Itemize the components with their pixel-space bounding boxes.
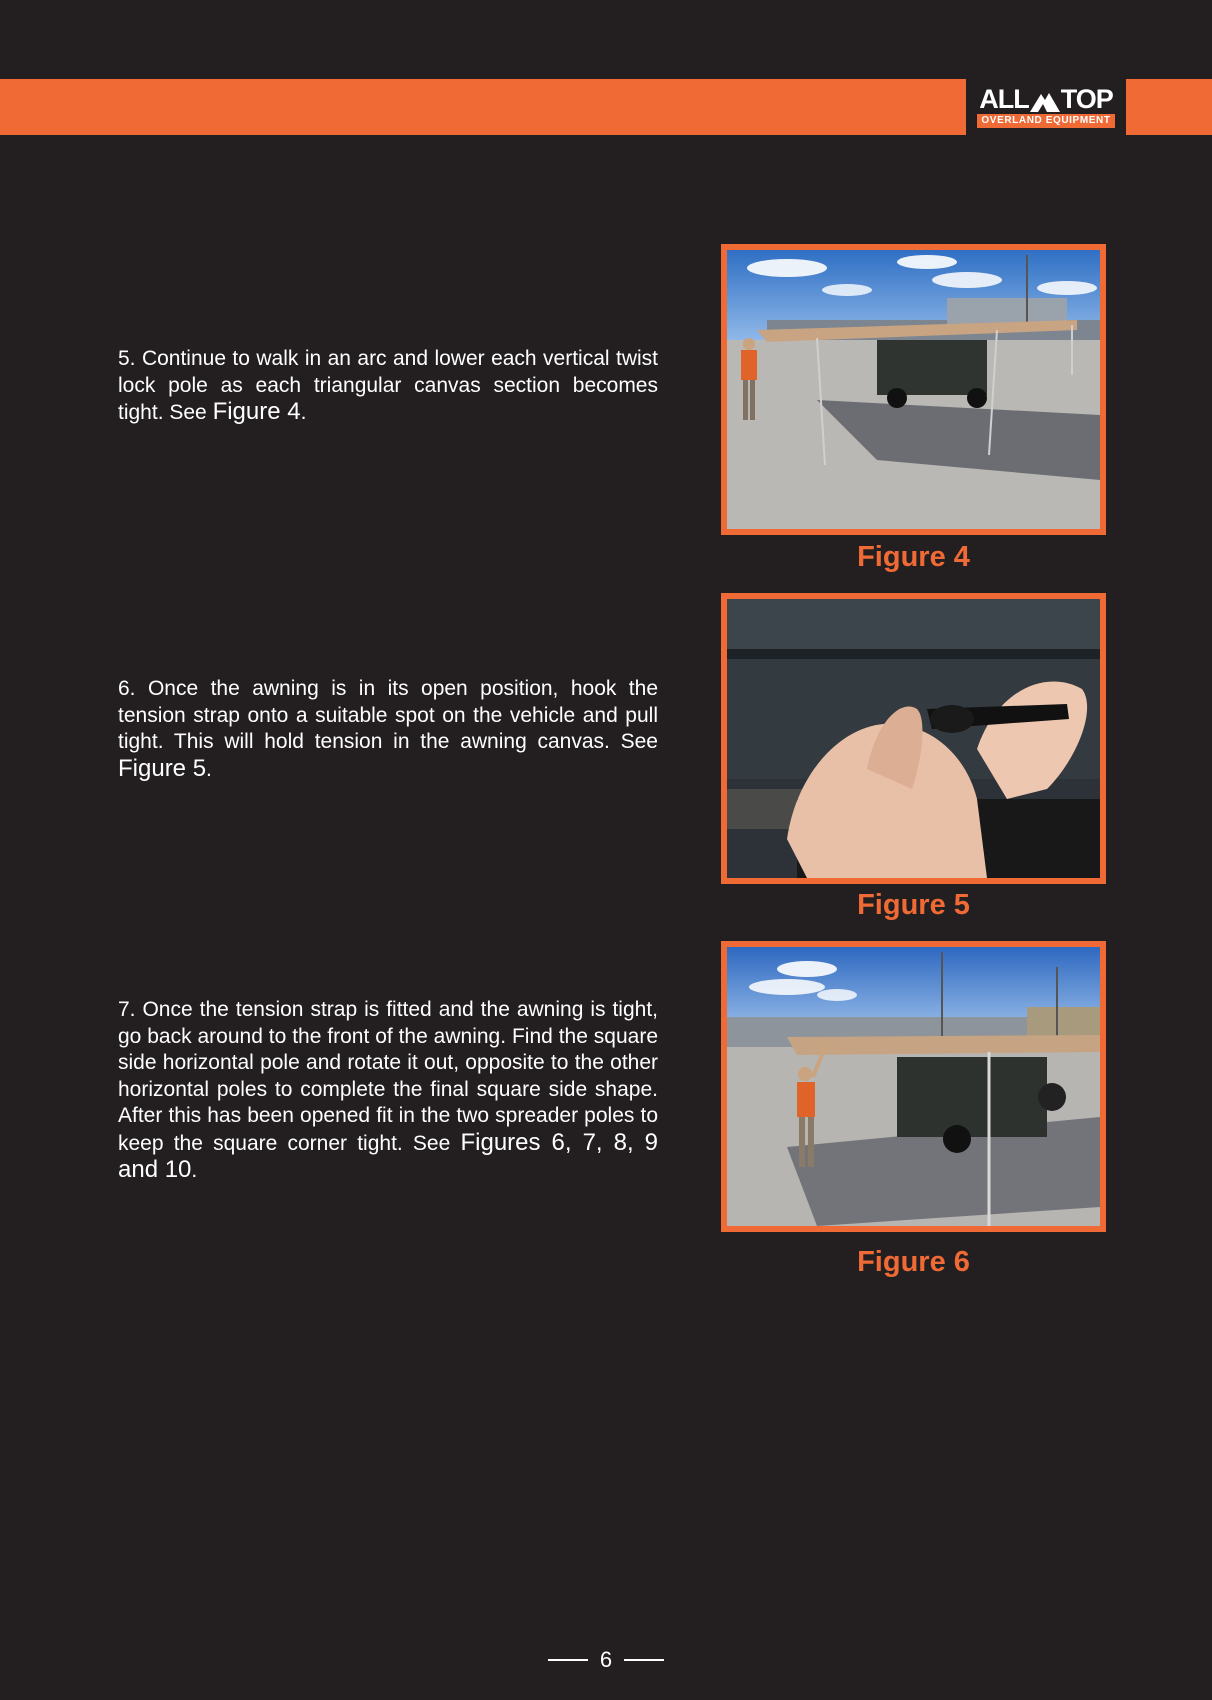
figure-5-caption: Figure 5 [857, 889, 970, 921]
brand-logo [966, 79, 1126, 135]
logo-wordmark [979, 86, 1113, 112]
logo-text-left: ALL [979, 84, 1029, 114]
figure-4-caption: Figure 4 [857, 541, 970, 573]
figure-reference: Figure 4 [212, 398, 301, 425]
step-7-text: 7. Once the tension strap is fitted and the awning is tight, go back around to the front of the awning. Find the square side horizontal pole and rotate it out, opposite to the other horizontal poles to complete the final square side shape. After this has been opened fit in the two spreader poles to keep the square corner tight. See Figures 6, 7, 8, 9 and 10. [118, 998, 658, 1183]
logo-tagline: OVERLAND EQUIPMENT [977, 114, 1114, 128]
footer-rule-left [548, 1659, 588, 1661]
step-5-text: 5. Continue to walk in an arc and lower each vertical twist lock pole as each triangular canvas section becomes tight. See Figure 4. [118, 347, 658, 425]
figure-6-photo [721, 941, 1106, 1232]
figure-reference: Figures 6, 7, 8, 9 and 10 [118, 1128, 658, 1183]
step-6-text: 6. Once the awning is in its open position, hook the tension strap onto a suitable spot on the vehicle and pull tight. This will hold tension in the awning canvas. See Figure 5. [118, 677, 658, 782]
page-footer [0, 1645, 1212, 1675]
figure-4-photo [721, 244, 1106, 535]
figure-5-photo [721, 593, 1106, 884]
footer-rule-right [624, 1659, 664, 1661]
logo-text-right: TOP [1060, 84, 1113, 114]
figure-6-caption: Figure 6 [857, 1246, 970, 1278]
mountain-icon [1030, 90, 1060, 112]
figure-reference: Figure 5 [118, 754, 207, 782]
page-number: 6 [599, 1647, 613, 1672]
